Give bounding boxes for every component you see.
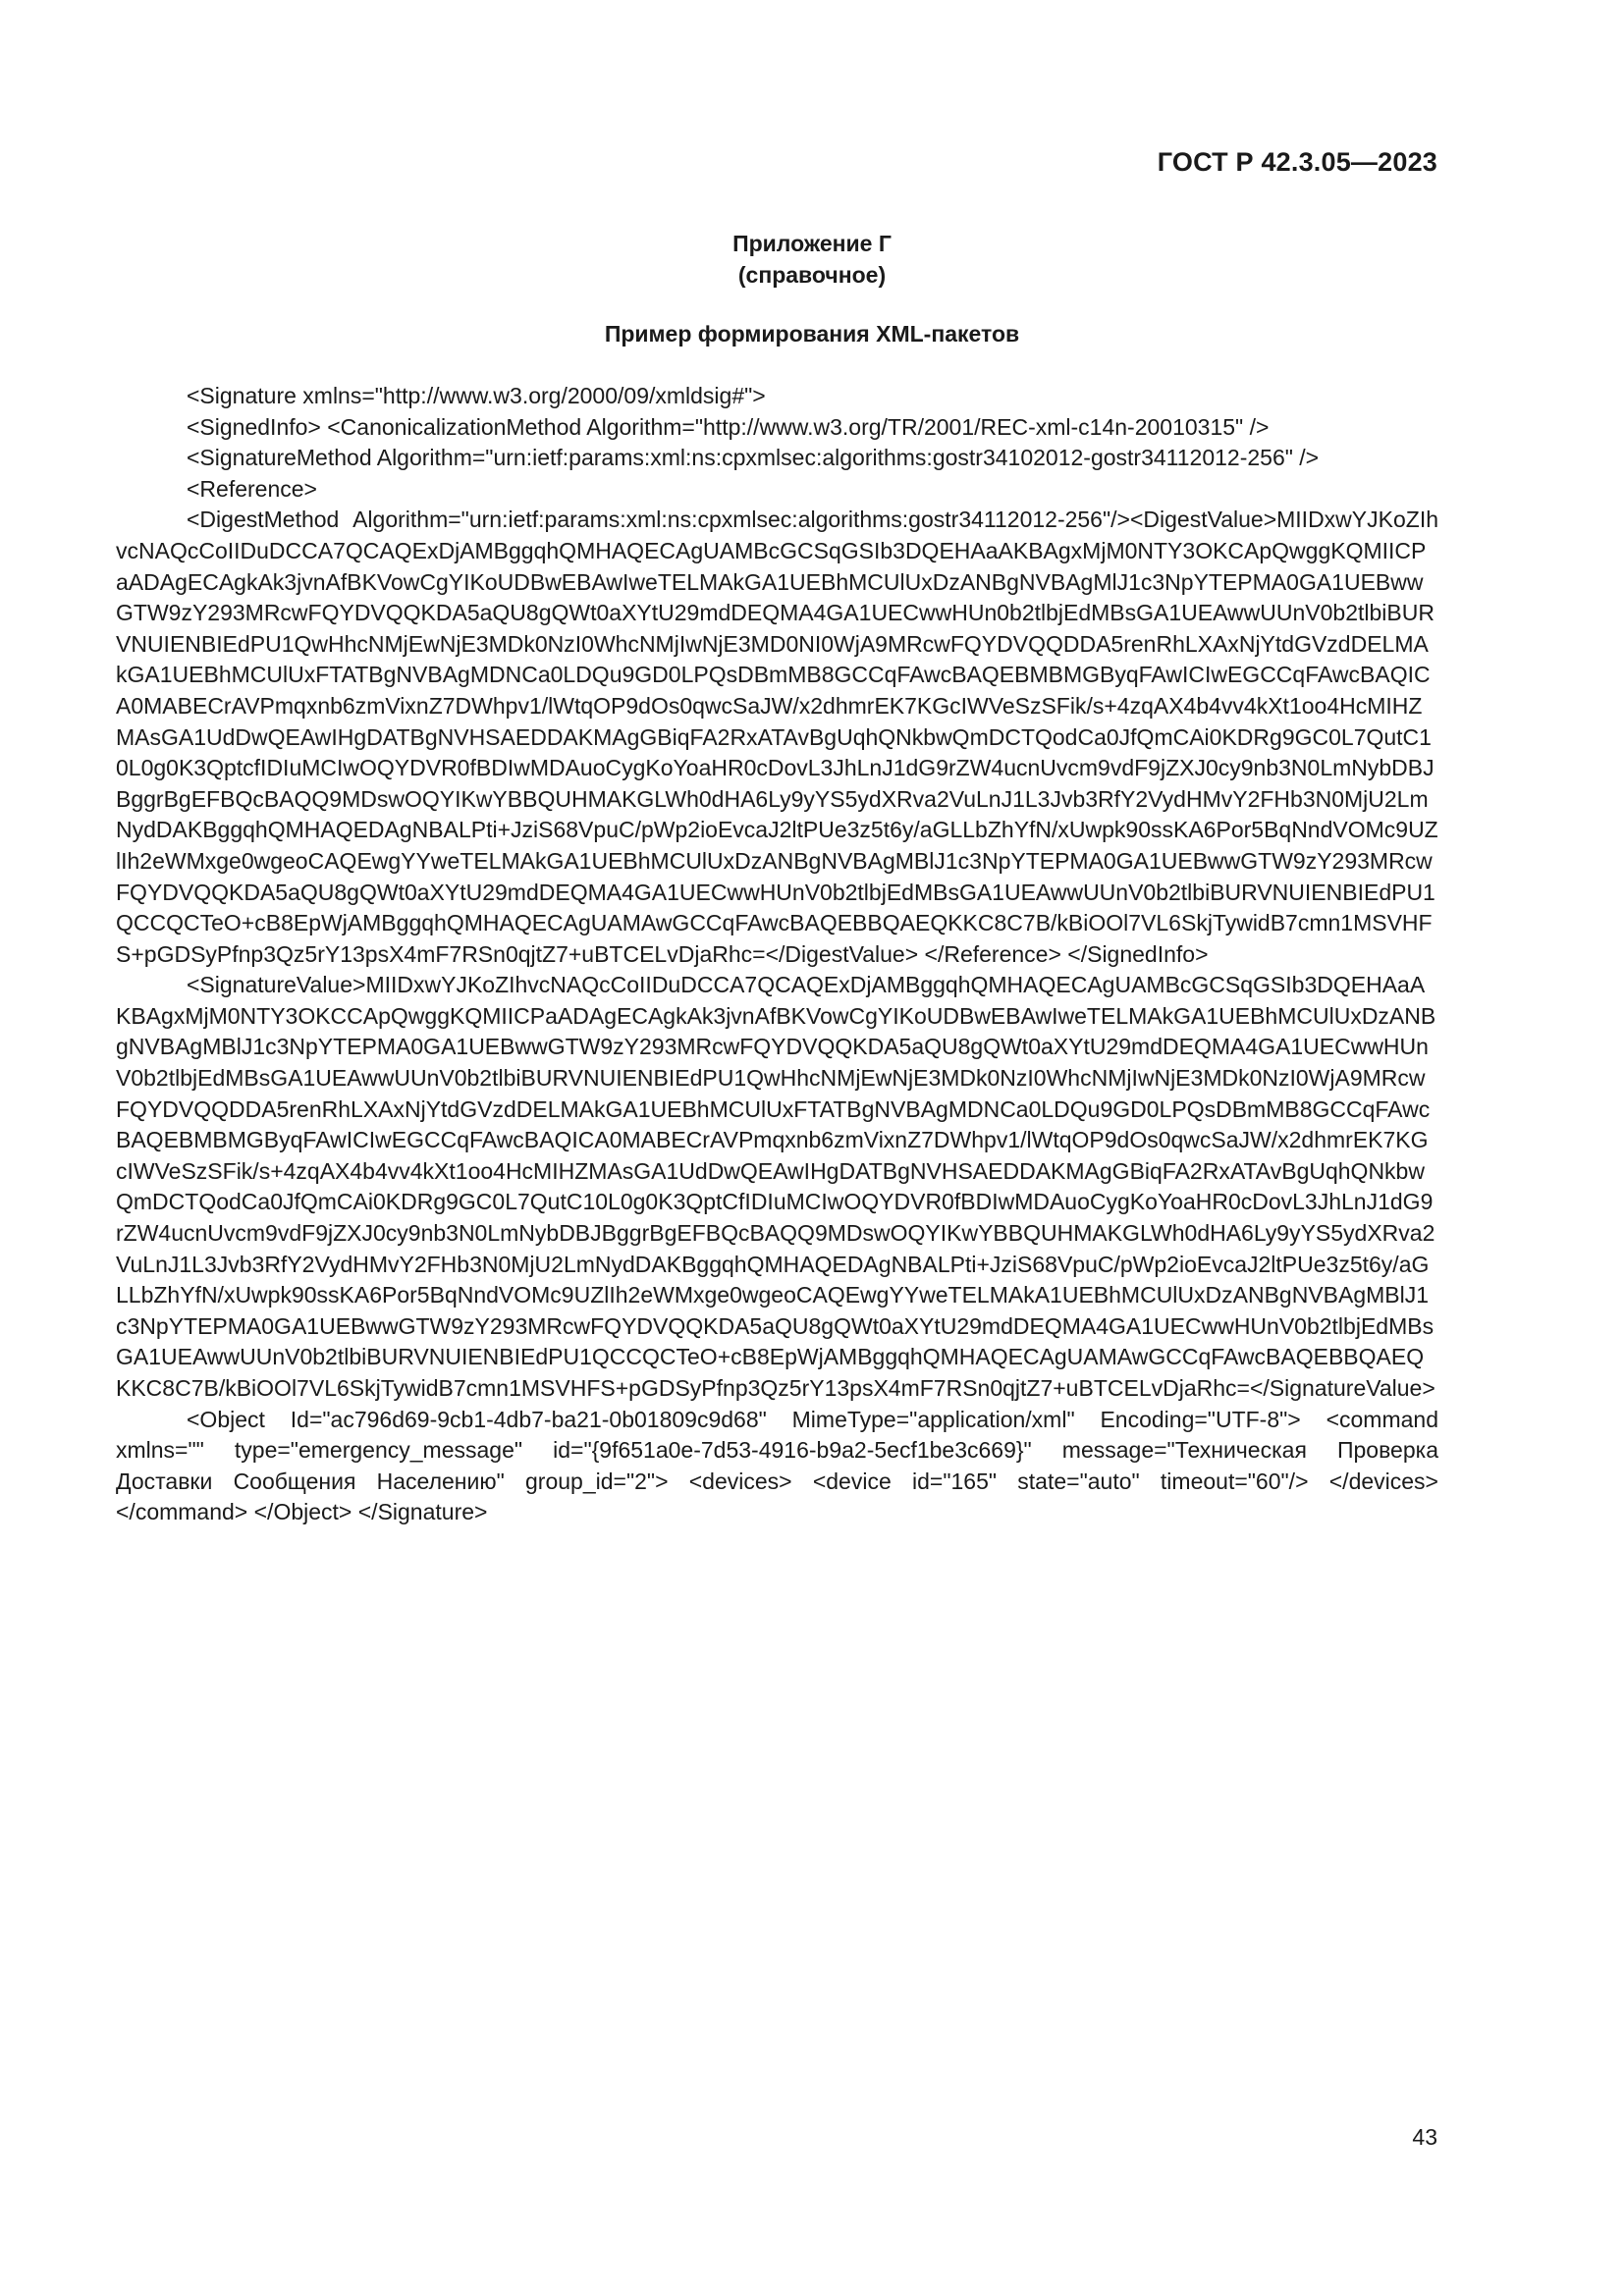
- appendix-subtitle: (справочное): [737, 262, 887, 288]
- appendix-heading: [0, 228, 1624, 291]
- xml-object-block: <Object Id="ac796d69-9cb1-4db7-ba21-0b01809c9d68" MimeType="application/xml" Encoding="UTF-8"> <command xmlns="" type="emergency_message" id="{9f651a0e-7d53-4916-b9a2-5ecf1be3c669}" message="Техническая Проверка Доставки Сообщения Населению" group_id="2"> <devices> <device id="165" state="auto" timeout="60"/> </devices> </command> </Object> </Signature>: [116, 1406, 1438, 1525]
- xml-example-body: [116, 381, 1438, 1528]
- appendix-title: Приложение Г: [732, 231, 892, 256]
- xml-line-signature: <Signature xmlns="http://www.w3.org/2000/09/xmldsig#">: [187, 383, 766, 408]
- xml-line-reference: <Reference>: [187, 475, 317, 502]
- page-number: 43: [1412, 2124, 1437, 2150]
- xml-digest-block: <DigestMethod Algorithm="urn:ietf:params:xml:ns:cpxmlsec:algorithms:gostr34112012-256"/><DigestValue>MIIDxwYJKoZIhvcNAQcCoIIDuDCCA7QCAQExDjAMBggqhQMHAQECAgUAMBcGCSqGSIb3DQEHAaAKBAgxMjM0NTY3OKCApQwggKQMIICPaADAgECAgkAk3jvnAfBKVowCgYIKoUDBwEBAwIweTELMAkGA1UEBhMCUlUxDzANBgNVBAgMlJ1c3NpYTEPMA0GA1UEBwwGTW9zY293MRcwFQYDVQQKDA5aQU8gQWt0aXYtU29mdDEQMA4GA1UECwwHUn0b2tlbjEdMBsGA1UEAwwUUnV0b2tlbiBURVNUIENBIEdPU1QwHhcNMjEwNjE3MDk0NzI0WhcNMjIwNjE3MD0NI0WjA9MRcwFQYDVQQDDA5renRhLXAxNjYtdGVzdDELMAkGA1UEBhMCUlUxFTATBgNVBAgMDNCa0LDQu9GD0LPQsDBmMB8GCCqFAwcBAQEBMBMGByqFAwICIwEGCCqFAwcBAQICA0MABECrAVPmqxnb6zmVixnZ7DWhpv1/lWtqOP9dOs0qwcSaJW/x2dhmrEK7KGcIWVeSzSFik/s+4zqAX4b4vv4kXt1oo4HcMIHZMAsGA1UdDwQEAwIHgDATBgNVHSAEDDAKMAgGBiqFA2RxATAvBgUqhQNkbwQmDCTQodCa0JfQmCAi0KDRg9GC0L7QutC10L0g0K3QptcfIDIuMCIwOQYDVR0fBDIwMDAuoCygKoYoaHR0cDovL3JhLnJ1dG9rZW4ucnUvcm9vdF9jZXJ0cy9nb3N0LmNybDBJBggrBgEFBQcBAQQ9MDswOQYIKwYBBQUHMAKGLWh0dHA6Ly9yYS5ydXRva2VuLnJ1L3Jvb3RfY2VydHMvY2FHb3N0MjU2LmNydDAKBggqhQMHAQEDAgNBALPti+JziS68VpuC/pWp2ioEvcaJ2ltPUe3z5t6y/aGLLbZhYfN/xUwpk90ssKA6Por5BqNndVOMc9UZlIh2eWMxge0wgeoCAQEwgYYweTELMAkGA1UEBhMCUlUxDzANBgNVBAgMBlJ1c3NpYTEPMA0GA1UEBwwGTW9zY293MRcwFQYDVQQKDA5aQU8gQWt0aXYtU29mdDEQMA4GA1UECwwHUnV0b2tlbjEdMBsGA1UEAwwUUnV0b2tlbiBURVNUIENBIEdPU1QCCQCTeO+cB8EpWjAMBggqhQMHAQECAgUAMAwGCCqFAwcBAQEBBQAEQKKC8C7B/kBiOOl7VL6SkjTywidB7cmn1MSVHFS+pGDSyPfnp3Qz5rY13psX4mF7RSn0qjtZ7+uBTCELvDjaRhc=</DigestValue> </Reference> </SignedInfo>: [116, 507, 1438, 967]
- xml-line-signedinfo: <SignedInfo> <CanonicalizationMethod Algorithm="http://www.w3.org/TR/2001/REC-xml-c14n-20010315" />: [187, 413, 1270, 440]
- xml-signature-value-block: <SignatureValue>MIIDxwYJKoZIhvcNAQcCoIIDuDCCA7QCAQExDjAMBggqhQMHAQECAgUAMBcGCSqGSIb3DQEHAaAKBAgxMjM0NTY3OKCCApQwggKQMIICPaADAgECAgkAk3jvnAfBKVowCgYIKoUDBwEBAwIweTELMAkGA1UEBhMCUlUxDzANBgNVBAgMBlJ1c3NpYTEPMA0GA1UEBwwGTW9zY293MRcwFQYDVQQKDA5aQU8gQWt0aXYtU29mdDEQMA4GA1UECwwHUnV0b2tlbjEdMBsGA1UEAwwUUnV0b2tlbiBURVNUIENBIEdPU1QwHhcNMjEwNjE3MDk0NzI0WhcNMjIwNjE3MDk0NzI0WjA9MRcwFQYDVQQDDA5renRhLXAxNjYtdGVzdDELMAkGA1UEBhMCUlUxFTATBgNVBAgMDNCa0LDQu9GD0LPQsDBmMB8GCCqFAwcBAQEBMBMGByqFAwICIwEGCCqFAwcBAQICA0MABECrAVPmqxnb6zmVixnZ7DWhpv1/lWtqOP9dOs0qwcSaJW/x2dhmrEK7KGcIWVeSzSFik/s+4zqAX4b4vv4kXt1oo4HcMIHZMAsGA1UdDwQEAwIHgDATBgNVHSAEDDAKMAgGBiqFA2RxATAvBgUqhQNkbwQmDCTQodCa0JfQmCAi0KDRg9GC0L7QutC10L0g0K3QptCfIDIuMCIwOQYDVR0fBDIwMDAuoCygKoYoaHR0cDovL3JhLnJ1dG9rZW4ucnUvcm9vdF9jZXJ0cy9nb3N0LmNybDBJBggrBgEFBQcBAQQ9MDswOQYIKwYBBQUHMAKGLWh0dHA6Ly9yYS5ydXRva2VuLnJ1L3Jvb3RfY2VydHMvY2FHb3N0MjU2LmNydDAKBggqhQMHAQEDAgNBALPti+JziS68VpuC/pWp2ioEvcaJ2ltPUe3z5t6y/aGLLbZhYfN/xUwpk90ssKA6Por5BqNndVOMc9UZlIh2eWMxge0wgeoCAQEwgYYweTELMAkA1UEBhMCUlUxDzANBgNVBAgMBlJ1c3NpYTEPMA0GA1UEBwwGTW9zY293MRcwFQYDVQQKDA5aQU8gQWt0aXYtU29mdDEQMA4GA1UECwwHUnV0b2tlbjEdMBsGA1UEAwwUUnV0b2tlbiBURVNUIENBIEdPU1QCCQCTeO+cB8EpWjAMBggqhQMHAQECAgUAMAwGCCqFAwcBAQEBBQAEQKKC8C7B/kBiOOl7VL6SkjTywidB7cmn1MSVHFS+pGDSyPfnp3Qz5rY13psX4mF7RSn0qjtZ7+uBTCELvDjaRhc=</SignatureValue>: [116, 972, 1436, 1401]
- xml-line-signature-method: <SignatureMethod Algorithm="urn:ietf:params:xml:ns:cpxmlsec:algorithms:gostr34102012-gostr34112012-256" />: [187, 445, 1320, 471]
- document-code: ГОСТ Р 42.3.05—2023: [1157, 147, 1437, 177]
- section-title: Пример формирования XML-пакетов: [604, 321, 1020, 347]
